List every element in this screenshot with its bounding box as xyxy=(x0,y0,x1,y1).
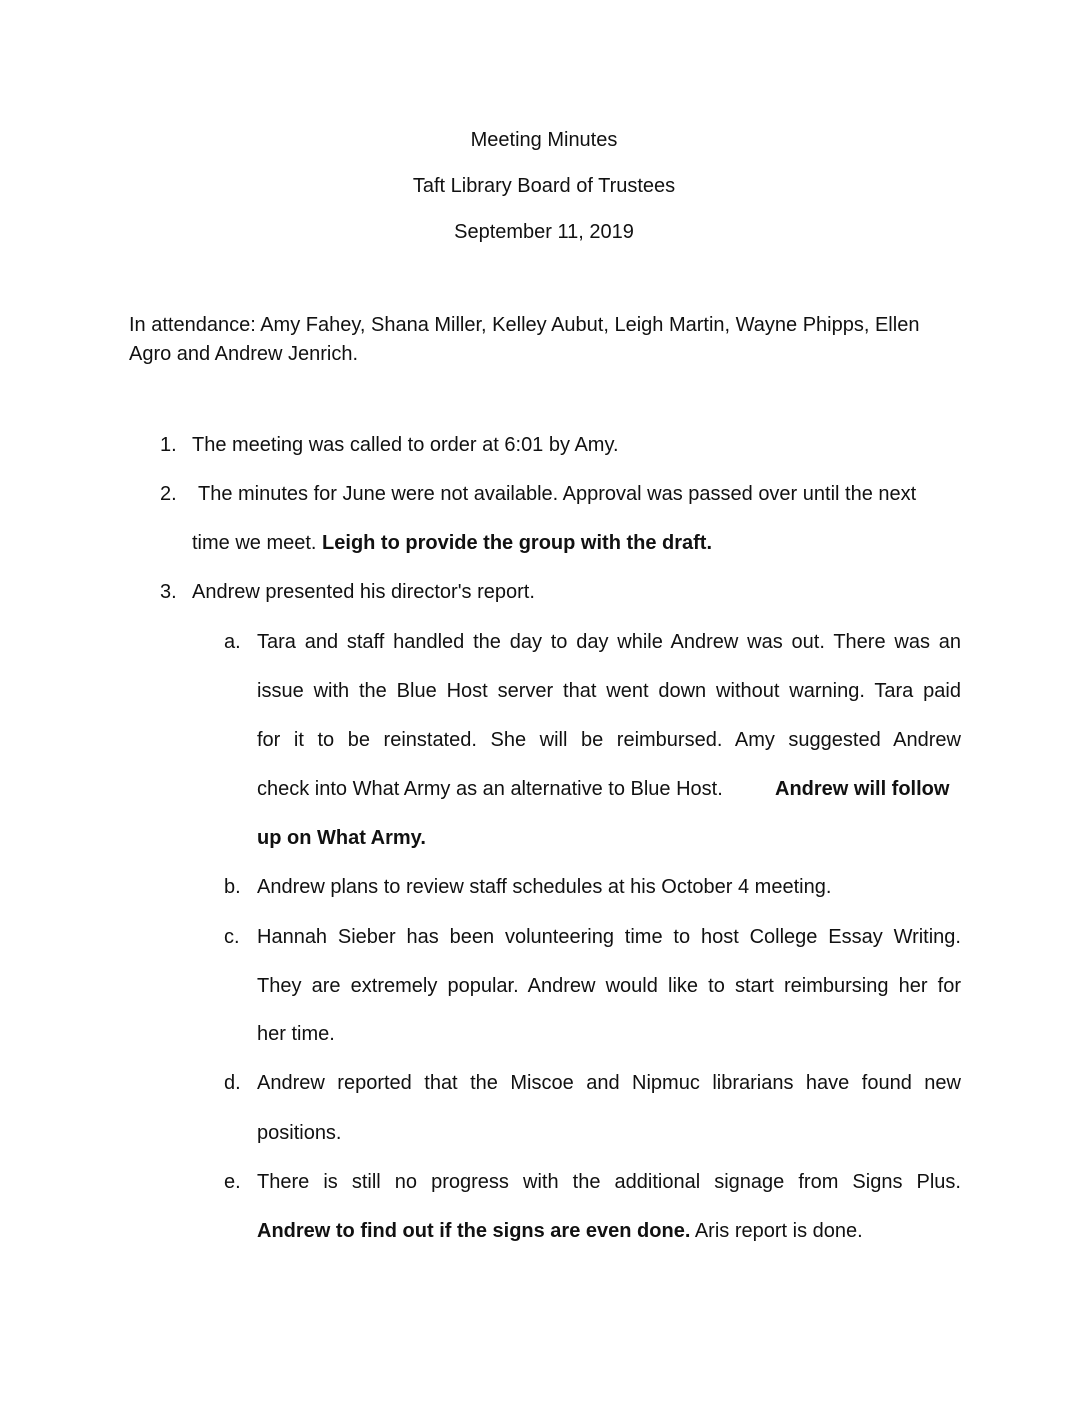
sub-list-marker: a. xyxy=(224,631,241,653)
text-segment: Aris report is done. xyxy=(690,1220,863,1242)
list-item-text: The minutes for June were not available. Approval was passed over until the next xyxy=(198,483,917,505)
sub-list-marker: d. xyxy=(224,1072,241,1094)
list-item-text: Andrew presented his director's report. xyxy=(192,581,535,603)
sub-list-item-text: her time. xyxy=(257,1023,335,1045)
list-marker: 1. xyxy=(160,434,177,456)
text-segment: time we meet. xyxy=(192,532,323,554)
sub-list-marker: c. xyxy=(224,926,240,948)
sub-list-item-text: Hannah Sieber has been volunteering time to host College Essay Writing. xyxy=(257,926,961,948)
sub-list-item-text: Tara and staff handled the day to day while Andrew was out. There was an xyxy=(257,631,961,653)
document-title: Meeting Minutes xyxy=(470,129,618,151)
sub-list-item-text: for it to be reinstated. She will be reimbursed. Amy suggested Andrew xyxy=(257,729,961,751)
action-item: up on What Army. xyxy=(257,827,426,849)
list-marker: 2. xyxy=(160,483,177,505)
action-item: Leigh to provide the group with the draft. xyxy=(322,532,713,554)
meeting-date: September 11, 2019 xyxy=(454,221,634,243)
sub-list-item-text-continued xyxy=(257,1219,863,1243)
list-item-text: The meeting was called to order at 6:01 by Amy. xyxy=(192,434,619,456)
sub-list-item-text: check into What Army as an alternative to Blue Host. xyxy=(257,778,723,800)
sub-list-item-text: Andrew reported that the Miscoe and Nipmuc librarians have found new xyxy=(257,1072,961,1094)
attendance-paragraph: In attendance: Amy Fahey, Shana Miller, Kelley Aubut, Leigh Martin, Wayne Phipps, Ellen Agro and Andrew Jenrich. xyxy=(129,314,920,365)
sub-list-item-text: They are extremely popular. Andrew would like to start reimbursing her for xyxy=(257,975,961,997)
sub-list-item-text: positions. xyxy=(257,1122,342,1144)
sub-list-marker: b. xyxy=(224,876,241,898)
list-marker: 3. xyxy=(160,581,177,603)
list-item-text-continued xyxy=(192,531,712,555)
sub-list-item-text: There is still no progress with the additional signage from Signs Plus. xyxy=(257,1171,961,1193)
sub-list-item-text: issue with the Blue Host server that went down without warning. Tara paid xyxy=(257,680,961,702)
organization-name: Taft Library Board of Trustees xyxy=(412,175,676,197)
action-item: Andrew to find out if the signs are even done. xyxy=(257,1220,691,1242)
sub-list-item-text: Andrew plans to review staff schedules at his October 4 meeting. xyxy=(257,876,832,898)
action-item: Andrew will follow xyxy=(775,778,950,800)
sub-list-marker: e. xyxy=(224,1171,241,1193)
